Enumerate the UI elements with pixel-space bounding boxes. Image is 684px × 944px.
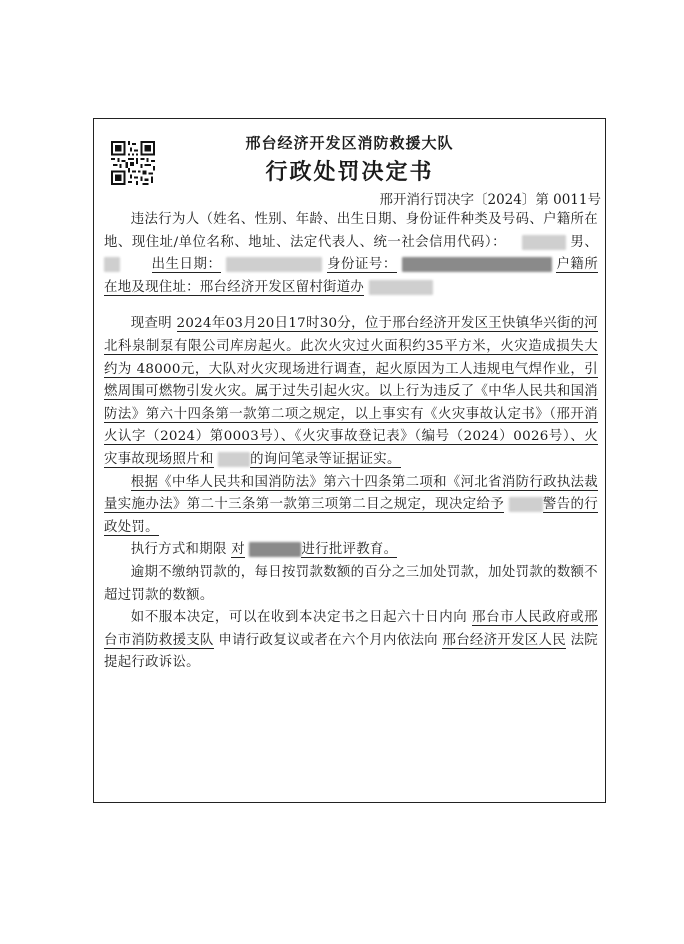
redacted-name [522,235,566,250]
redacted-id-number [402,257,552,272]
party-gender: 男、 [570,234,599,250]
appeal-court: 邢台经济开发区人民 [442,632,566,648]
redacted-target [249,542,301,557]
document-frame [93,118,606,803]
redacted-birth-date [226,257,322,272]
organization-name: 邢台经济开发区消防救援大队 [245,134,454,152]
party-paragraph [104,209,598,299]
findings-text: 2024年03月20日17时30分，位于邢台经济开发区王快镇华兴街的河北科泉制泵有限公司库房起火。此次火灾过火面积约35平方米，火灾造成损失大约为 48000元，大队对火灾现场进行调查，起火原因为工人违规电气焊作业，引燃周围可燃物引发火灾。属于过失引起火灾。以上行为违反了《中华人民共和国消防法》第六十四条第一款第二项之规定，以上事实有《火灾事故认定书》（邢开消火认字（2024）第0003号）、《火灾事故登记表》（编号（2024）0026号）、火灾事故现场照片和 [104,316,598,467]
appeal-part1: 如不服本决定，可以在收到本决定书之日起六十日内向 [130,610,468,626]
execution-paragraph [104,539,598,562]
id-label: 身份证号： [327,257,397,273]
appeal-part3: 法院提起行政诉讼。 [104,632,598,671]
redacted-party [509,497,543,512]
document-title: 行政处罚决定书 [265,159,434,185]
party-intro: 违法行为人（姓名、性别、年龄、出生日期、身份证件种类及号码、户籍所在地、现住址/单位名称、地址、法定代表人、统一社会信用代码）： [104,212,598,250]
appeal-part2: 申请行政复议或者在六个月内依法向 [218,632,438,648]
decision-paragraph [104,472,598,540]
redacted-address [369,280,433,295]
redacted-witness [218,452,250,467]
findings-paragraph [104,313,598,471]
appeal-gov: 邢台市人民政府或邢台市消防救援支队 [104,610,598,648]
document-number: 邢开消行罚决字〔2024〕第 0011号 [379,192,601,208]
execution-tail: 进行批评教育。 [301,542,398,558]
birth-label: 出生日期： [151,257,222,273]
findings-lead: 现查明 [130,316,172,332]
decision-text: 根据《中华人民共和国消防法》第六十四条第二项和《河北省消防行政执法裁量实施办法》第二十三条第一款第三项第二目之规定，现决定给予 [104,474,598,513]
decision-tail: 警告的行政处罚。 [104,497,599,535]
execution-label: 执行方式和期限 [130,542,227,558]
address-label: 户籍所在地及现住址：邢台经济开发区留村街道办 [104,257,599,295]
findings-tail: 的询问笔录等证据证实。 [250,451,401,467]
document-body [104,209,598,675]
overdue-paragraph: 逾期不缴纳罚款的，每日按罚款数额的百分之三加处罚款，加处罚款的数额不超过罚款的数额。 [104,564,598,603]
execution-prefix: 对 [231,542,245,558]
appeal-paragraph [104,607,598,675]
redacted-age [104,257,120,272]
